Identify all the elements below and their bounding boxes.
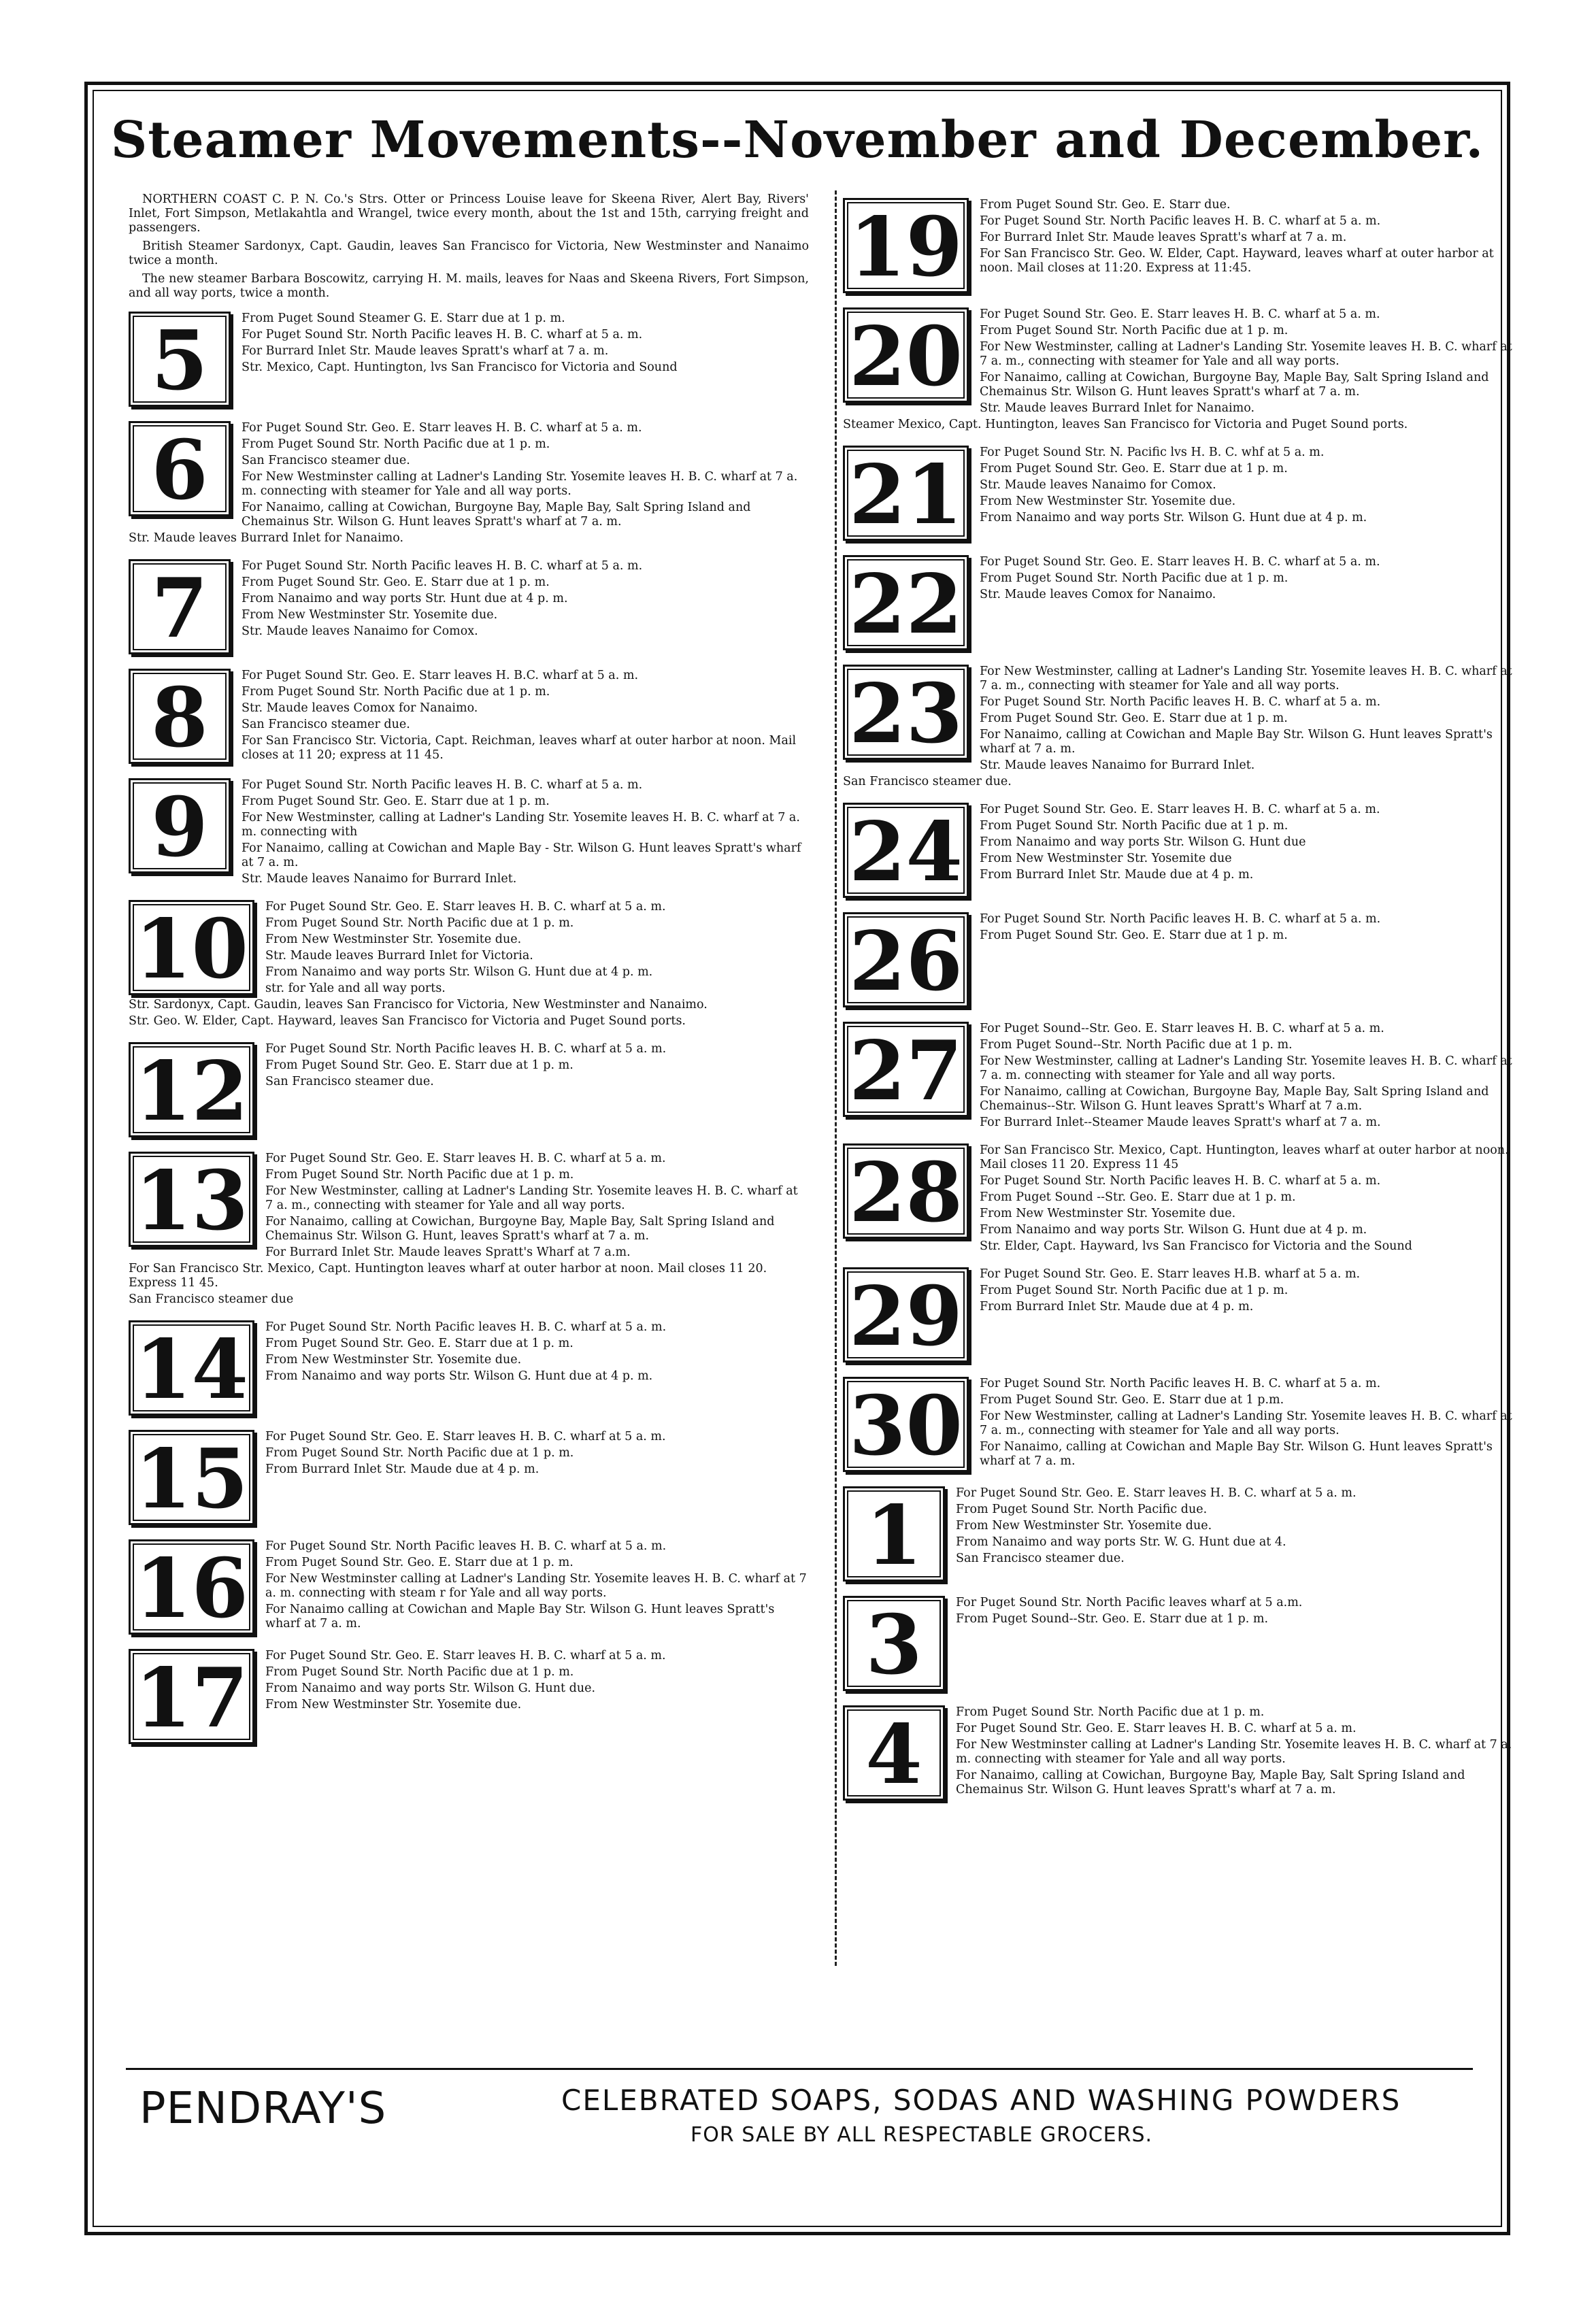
day-entry (843, 1486, 1523, 1585)
schedule-line: For Puget Sound Str. North Pacific leaves wharf at 5 a.m. (956, 1596, 1303, 1609)
left-day-list (129, 312, 809, 1748)
schedule-line: str. for Yale and all way ports. (265, 982, 446, 995)
schedule-line: For Nanaimo, calling at Cowichan, Burgoyne Bay, Maple Bay, Salt Spring Island and Chemainus Str. Wilson G. Hunt, leaves Spratt's wharf at 7 a. m. (265, 1215, 775, 1243)
schedule-line: For Puget Sound--Str. Geo. E. Starr leaves H. B. C. wharf at 5 a. m. (980, 1022, 1384, 1035)
schedule-line: For San Francisco Str. Geo. W. Elder, Capt. Hayward, leaves wharf at outer harbor at noon. Mail closes at 11:20. Express at 11:45. (980, 247, 1494, 275)
day-entry (129, 1042, 809, 1141)
schedule-line: From Puget Sound Str. North Pacific due at 1 p. m. (980, 324, 1289, 337)
day-entry (129, 669, 809, 767)
schedule-line: From New Westminster Str. Yosemite due. (265, 1698, 522, 1711)
schedule-line: From Puget Sound Str. North Pacific due at 1 p. m. (242, 685, 550, 699)
schedule-line: Str. Maude leaves Nanaimo for Burrard Inlet. (242, 872, 517, 886)
schedule-lines (129, 669, 809, 763)
day-number: 26 (843, 912, 969, 1007)
schedule-line: San Francisco steamer due. (956, 1552, 1125, 1565)
schedule-lines (129, 312, 809, 375)
intro-notices (129, 193, 809, 301)
schedule-line: From New Westminster Str. Yosemite due. (956, 1519, 1212, 1533)
day-entry (129, 1539, 809, 1638)
intro-paragraph: NORTHERN COAST C. P. N. Co.'s Strs. Otter or Princess Louise leave for Skeena River, Alert Bay, Rivers' Inlet, Fort Simpson, Metlakahtla and Wrangel, twice every month, about the 1st and 15th, carrying freight and passengers. (129, 193, 809, 235)
schedule-line: From Puget Sound Str. North Pacific due at 1 p. m. (265, 1665, 574, 1679)
day-number: 9 (129, 778, 231, 873)
schedule-lines (129, 559, 809, 639)
schedule-line: For New Westminster, calling at Ladner's Landing Str. Yosemite leaves H. B. C. wharf at 7 a. m. connecting with steamer for Yale and all way ports. (980, 1054, 1512, 1082)
schedule-line: For Puget Sound Str. North Pacific leaves H. B. C. wharf at 5 a. m. (242, 559, 643, 573)
schedule-line: For Nanaimo, calling at Cowichan, Burgoyne Bay, Maple Bay, Salt Spring Island and Chemainus Str. Wilson G. Hunt leaves Spratt's wharf at 7 a. m. (242, 501, 751, 529)
schedule-lines (129, 421, 809, 546)
day-entry (129, 1152, 809, 1309)
schedule-line: San Francisco steamer due. (242, 718, 410, 731)
day-number: 19 (843, 198, 969, 293)
advertisement-footer (126, 2068, 1473, 2152)
schedule-line: From Puget Sound--Str. Geo. E. Starr due at 1 p. m. (956, 1612, 1269, 1626)
schedule-line: From Nanaimo and way ports Str. Wilson G. Hunt due (980, 835, 1306, 849)
schedule-line: From New Westminster Str. Yosemite due (980, 852, 1232, 865)
day-entry (843, 1143, 1523, 1256)
schedule-line: For Puget Sound Str. North Pacific leaves H. B. C. wharf at 5 a. m. (980, 214, 1381, 228)
schedule-lines (843, 1596, 1523, 1626)
day-number: 1 (843, 1486, 945, 1582)
schedule-line: From Nanaimo and way ports Str. Wilson G. Hunt due at 4 p. m. (980, 1223, 1367, 1237)
schedule-line: From Burrard Inlet Str. Maude due at 4 p. m. (980, 1300, 1254, 1314)
schedule-line: From Puget Sound Str. North Pacific due at 1 p. m. (980, 571, 1289, 585)
schedule-line: San Francisco steamer due. (843, 775, 1012, 788)
day-entry (843, 446, 1523, 544)
schedule-line: For Puget Sound Str. Geo. E. Starr leaves H. B.C. wharf at 5 a. m. (242, 669, 639, 682)
day-number: 3 (843, 1596, 945, 1691)
intro-paragraph: The new steamer Barbara Boscowitz, carrying H. M. mails, leaves for Naas and Skeena Rivers, Fort Simpson, and all way ports, twice a month. (129, 272, 809, 300)
schedule-line: Steamer Mexico, Capt. Huntington, leaves San Francisco for Victoria and Puget Sound ports. (843, 418, 1408, 431)
schedule-line: From Nanaimo and way ports Str. Wilson G. Hunt due. (265, 1682, 596, 1695)
day-number: 24 (843, 803, 969, 898)
schedule-line: Str. Maude leaves Burrard Inlet for Victoria. (265, 949, 533, 963)
day-entry (129, 312, 809, 410)
schedule-line: For Nanaimo, calling at Cowichan and Maple Bay Str. Wilson G. Hunt leaves Spratt's wharf at 7 a. m. (980, 728, 1493, 756)
schedule-line: From New Westminster Str. Yosemite due. (265, 933, 522, 946)
day-entry (843, 1377, 1523, 1475)
schedule-line: For Nanaimo, calling at Cowichan and Maple Bay Str. Wilson G. Hunt leaves Spratt's wharf at 7 a. m. (980, 1440, 1493, 1468)
schedule-line: From Puget Sound Str. Geo. E. Starr due. (980, 198, 1231, 212)
tagline: CELEBRATED SOAPS, SODAS AND WASHING POWDERS (561, 2084, 1401, 2117)
schedule-line: From Puget Sound Str. North Pacific due at 1 p. m. (265, 1446, 574, 1460)
schedule-line: From Puget Sound Str. North Pacific due at 1 p. m. (265, 1168, 574, 1182)
schedule-line: Str. Maude leaves Burrard Inlet for Nanaimo. (980, 401, 1255, 415)
schedule-line: For Nanaimo, calling at Cowichan, Burgoyne Bay, Maple Bay, Salt Spring Island and Chemainus Str. Wilson G. Hunt leaves Spratt's wharf at 7 a. m. (956, 1769, 1465, 1796)
schedule-line: For Puget Sound Str. Geo. E. Starr leaves H. B. C. wharf at 5 a. m. (956, 1486, 1357, 1500)
schedule-line: For Puget Sound Str. Geo. E. Starr leaves H. B. C. wharf at 5 a. m. (265, 1152, 666, 1165)
schedule-line: From Puget Sound Str. Geo. E. Starr due at 1 p. m. (265, 1337, 573, 1350)
page-title: Steamer Movements--November and December. (110, 111, 1484, 169)
day-entry (129, 778, 809, 889)
schedule-line: For Burrard Inlet Str. Maude leaves Spratt's wharf at 7 a. m. (980, 231, 1347, 244)
schedule-line: From Nanaimo and way ports Str. W. G. Hunt due at 4. (956, 1535, 1286, 1549)
schedule-line: From Puget Sound--Str. North Pacific due at 1 p. m. (980, 1038, 1293, 1052)
day-entry (129, 1430, 809, 1528)
schedule-line: From Burrard Inlet Str. Maude due at 4 p. m. (980, 868, 1254, 882)
day-number: 22 (843, 555, 969, 650)
schedule-line: Str. Elder, Capt. Hayward, lvs San Francisco for Victoria and the Sound (980, 1239, 1412, 1253)
day-entry (843, 555, 1523, 654)
schedule-line: For Puget Sound Str. North Pacific leaves H. B. C. wharf at 5 a. m. (265, 1042, 667, 1056)
day-entry (843, 1267, 1523, 1366)
schedule-line: Str. Maude leaves Nanaimo for Comox. (242, 624, 478, 638)
schedule-line: For New Westminster calling at Ladner's Landing Str. Yosemite leaves H. B. C. wharf at 7 a. m. connecting with steam r for Yale and all way ports. (265, 1572, 807, 1600)
schedule-line: Str. Geo. W. Elder, Capt. Hayward, leaves San Francisco for Victoria and Puget Sound ports. (129, 1014, 686, 1028)
schedule-line: Str. Sardonyx, Capt. Gaudin, leaves San Francisco for Victoria, New Westminster and Nanaimo. (129, 998, 708, 1012)
day-number: 17 (129, 1649, 254, 1744)
schedule-line: For Puget Sound Str. Geo. E. Starr leaves H. B. C. wharf at 5 a. m. (980, 803, 1380, 816)
schedule-line: For New Westminster, calling at Ladner's Landing Str. Yosemite leaves H. B. C. wharf at 7 a. m., connecting with steamer for Yale and all way ports. (980, 1409, 1512, 1437)
schedule-line: For New Westminster, calling at Ladner's Landing Str. Yosemite leaves H. B. C. wharf at 7 a. m., connecting with steamer for Yale and all way ports. (980, 340, 1512, 368)
day-number: 29 (843, 1267, 969, 1363)
schedule-line: From Puget Sound Str. North Pacific due. (956, 1503, 1208, 1516)
schedule-line: For Burrard Inlet--Steamer Maude leaves Spratt's wharf at 7 a. m. (980, 1116, 1381, 1129)
schedule-line: For Puget Sound Str. Geo. E. Starr leaves H. B. C. wharf at 5 a. m. (265, 900, 666, 914)
day-number: 7 (129, 559, 231, 654)
day-number: 13 (129, 1152, 254, 1247)
day-entry (129, 559, 809, 658)
day-number: 5 (129, 312, 231, 407)
day-entry (843, 803, 1523, 901)
day-entry (129, 421, 809, 548)
schedule-line: For San Francisco Str. Victoria, Capt. Reichman, leaves wharf at outer harbor at noon. Mail closes at 11 20; express at 11 45. (242, 734, 797, 762)
day-entry (129, 900, 809, 1031)
schedule-line: From Nanaimo and way ports Str. Wilson G. Hunt due at 4 p. m. (265, 1369, 653, 1383)
schedule-line: For Puget Sound Str. North Pacific leaves H. B. C. wharf at 5 a. m. (980, 695, 1381, 709)
schedule-line: For Puget Sound Str. North Pacific leaves H. B. C. wharf at 5 a. m. (980, 912, 1381, 926)
schedule-line: For Puget Sound Str. Geo. E. Starr leaves H. B. C. wharf at 5 a. m. (265, 1649, 666, 1662)
schedule-lines (843, 1705, 1523, 1797)
schedule-line: From Puget Sound Str. North Pacific due at 1 p. m. (265, 916, 574, 930)
day-entry (843, 1705, 1523, 1804)
schedule-line: From Puget Sound Str. Geo. E. Starr due at 1 p. m. (242, 795, 550, 808)
schedule-line: From Puget Sound Str. Geo. E. Starr due at 1 p. m. (242, 575, 550, 589)
schedule-line: For Puget Sound Str. N. Pacific lvs H. B. C. whf at 5 a. m. (980, 446, 1325, 459)
schedule-line: For Puget Sound Str. Geo. E. Starr leaves H. B. C. wharf at 5 a. m. (980, 307, 1380, 321)
schedule-line: From Puget Sound Steamer G. E. Starr due at 1 p. m. (242, 312, 565, 325)
schedule-line: Str. Mexico, Capt. Huntington, lvs San Francisco for Victoria and Sound (242, 361, 678, 374)
schedule-line: For Puget Sound Str. North Pacific leaves H. B. C. wharf at 5 a. m. (242, 328, 643, 341)
left-column (129, 187, 809, 1969)
schedule-line: San Francisco steamer due (129, 1292, 294, 1306)
column-divider (835, 190, 837, 1966)
schedule-line: From Puget Sound Str. Geo. E. Starr due at 1 p. m. (980, 462, 1288, 475)
schedule-line: From Puget Sound Str. Geo. E. Starr due at 1 p. m. (265, 1556, 573, 1569)
schedule-line: From Puget Sound Str. Geo. E. Starr due at 1 p. m. (980, 929, 1288, 942)
schedule-lines (843, 1486, 1523, 1566)
schedule-line: San Francisco steamer due. (265, 1075, 434, 1088)
schedule-line: For Nanaimo calling at Cowichan and Maple Bay Str. Wilson G. Hunt leaves Spratt's wharf at 7 a. m. (265, 1603, 775, 1631)
schedule-line: San Francisco steamer due. (242, 454, 410, 467)
day-number: 14 (129, 1320, 254, 1416)
day-number: 15 (129, 1430, 254, 1525)
schedule-line: For Puget Sound Str. North Pacific leaves H. B. C. wharf at 5 a. m. (980, 1174, 1381, 1188)
schedule-line: For Puget Sound Str. Geo. E. Starr leaves H. B. C. wharf at 5 a. m. (242, 421, 642, 435)
schedule-line: From New Westminster Str. Yosemite due. (242, 608, 498, 622)
schedule-line: For Burrard Inlet Str. Maude leaves Spratt's wharf at 7 a. m. (242, 344, 609, 358)
day-number: 10 (129, 900, 254, 995)
day-number: 8 (129, 669, 231, 764)
schedule-line: From Puget Sound Str. Geo. E. Starr due at 1 p. m. (980, 712, 1288, 725)
page-frame (84, 82, 1510, 2235)
day-number: 16 (129, 1539, 254, 1635)
schedule-line: From Puget Sound Str. Geo. E. Starr due at 1 p.m. (980, 1393, 1284, 1407)
schedule-line: For Puget Sound Str. North Pacific leaves H. B. C. wharf at 5 a. m. (980, 1377, 1381, 1390)
schedule-line: For Nanaimo, calling at Cowichan and Maple Bay - Str. Wilson G. Hunt leaves Spratt's wharf at 7 a. m. (242, 841, 801, 869)
schedule-line: Str. Maude leaves Burrard Inlet for Nanaimo. (129, 531, 404, 545)
schedule-line: For Burrard Inlet Str. Maude leaves Spratt's Wharf at 7 a.m. (265, 1246, 631, 1259)
schedule-line: Str. Maude leaves Comox for Nanaimo. (242, 701, 478, 715)
day-entry (129, 1649, 809, 1748)
schedule-line: For San Francisco Str. Mexico, Capt. Huntington leaves wharf at outer harbor at noon. Mail closes 11 20. Express 11 45. (129, 1262, 767, 1290)
schedule-line: From New Westminster Str. Yosemite due. (265, 1353, 522, 1367)
schedule-line: From Nanaimo and way ports Str. Wilson G. Hunt due at 4 p. m. (265, 965, 653, 979)
schedule-line: For Puget Sound Str. Geo. E. Starr leaves H.B. wharf at 5 a. m. (980, 1267, 1361, 1281)
schedule-line: From Puget Sound --Str. Geo. E. Starr due at 1 p. m. (980, 1190, 1296, 1204)
schedule-line: From Puget Sound Str. North Pacific due at 1 p. m. (242, 437, 550, 451)
subline: FOR SALE BY ALL RESPECTABLE GROCERS. (691, 2123, 1153, 2147)
day-number: 6 (129, 421, 231, 516)
day-entry (843, 1596, 1523, 1694)
day-number: 4 (843, 1705, 945, 1801)
schedule-line: From Burrard Inlet Str. Maude due at 4 p. m. (265, 1463, 539, 1476)
schedule-line: For New Westminster calling at Ladner's Landing Str. Yosemite leaves H. B. C. wharf at 7 a. m. connecting with steamer for Yale and all way ports. (956, 1738, 1512, 1766)
schedule-line: Str. Maude leaves Nanaimo for Comox. (980, 478, 1216, 492)
schedule-line: From Nanaimo and way ports Str. Wilson G. Hunt due at 4 p. m. (980, 511, 1367, 524)
day-number: 30 (843, 1377, 969, 1472)
schedule-line: For Puget Sound Str. North Pacific leaves H. B. C. wharf at 5 a. m. (242, 778, 643, 792)
schedule-lines (129, 778, 809, 886)
schedule-line: For New Westminster, calling at Ladner's Landing Str. Yosemite leaves H. B. C. wharf at 7 a. m., connecting with steamer for Yale and all way ports. (265, 1184, 798, 1212)
schedule-line: For Puget Sound Str. North Pacific leaves H. B. C. wharf at 5 a. m. (265, 1320, 667, 1334)
schedule-line: From Puget Sound Str. Geo. E. Starr due at 1 p. m. (265, 1058, 573, 1072)
day-number: 21 (843, 446, 969, 541)
right-column (843, 187, 1523, 1969)
schedule-line: From Puget Sound Str. North Pacific due at 1 p. m. (980, 1284, 1289, 1297)
schedule-line: For San Francisco Str. Mexico, Capt. Huntington, leaves wharf at outer harbor at noon. Mail closes 11 20. Express 11 45 (980, 1143, 1509, 1171)
day-number: 23 (843, 665, 969, 760)
schedule-line: For Nanaimo, calling at Cowichan, Burgoyne Bay, Maple Bay, Salt Spring Island and Chemainus--Str. Wilson G. Hunt leaves Spratt's Wharf at 7 a.m. (980, 1085, 1489, 1113)
day-number: 20 (843, 307, 969, 403)
schedule-line: Str. Maude leaves Comox for Nanaimo. (980, 588, 1216, 601)
schedule-line: For Nanaimo, calling at Cowichan, Burgoyne Bay, Maple Bay, Salt Spring Island and Chemainus Str. Wilson G. Hunt leaves Spratt's wharf at 7 a. m. (980, 371, 1489, 399)
schedule-line: For New Westminster, calling at Ladner's Landing Str. Yosemite leaves H. B. C. wharf at 7 a. m. connecting with (242, 811, 800, 839)
schedule-line: For New Westminster calling at Ladner's Landing Str. Yosemite leaves H. B. C. wharf at 7 a. m. connecting with steamer for Yale and all way ports. (242, 470, 798, 498)
day-number: 12 (129, 1042, 254, 1137)
intro-paragraph: British Steamer Sardonyx, Capt. Gaudin, leaves San Francisco for Victoria, New Westminster and Nanaimo twice a month. (129, 239, 809, 267)
day-entry (129, 1320, 809, 1419)
day-number: 28 (843, 1143, 969, 1239)
schedule-line: From New Westminster Str. Yosemite due. (980, 495, 1236, 508)
right-day-list (843, 198, 1523, 1804)
day-entry (843, 198, 1523, 297)
brand-name: PENDRAY'S (139, 2084, 387, 2134)
schedule-line: For Puget Sound Str. Geo. E. Starr leaves H. B. C. wharf at 5 a. m. (956, 1722, 1357, 1735)
day-number: 27 (843, 1022, 969, 1117)
day-entry (843, 1022, 1523, 1133)
schedule-line: For Puget Sound Str. Geo. E. Starr leaves H. B. C. wharf at 5 a. m. (980, 555, 1380, 569)
day-entry (843, 912, 1523, 1011)
schedule-line: From New Westminster Str. Yosemite due. (980, 1207, 1236, 1220)
schedule-line: Str. Maude leaves Nanaimo for Burrard Inlet. (980, 758, 1255, 772)
schedule-line: For Puget Sound Str. Geo. E. Starr leaves H. B. C. wharf at 5 a. m. (265, 1430, 666, 1443)
schedule-line: For Puget Sound Str. North Pacific leaves H. B. C. wharf at 5 a. m. (265, 1539, 667, 1553)
schedule-line: From Puget Sound Str. North Pacific due at 1 p. m. (956, 1705, 1265, 1719)
schedule-line: From Nanaimo and way ports Str. Hunt due at 4 p. m. (242, 592, 568, 605)
day-entry (843, 665, 1523, 792)
schedule-line: For New Westminster, calling at Ladner's Landing Str. Yosemite leaves H. B. C. wharf at 7 a. m., connecting with steamer for Yale and all way ports. (980, 665, 1512, 692)
day-entry (843, 307, 1523, 435)
schedule-line: From Puget Sound Str. North Pacific due at 1 p. m. (980, 819, 1289, 833)
